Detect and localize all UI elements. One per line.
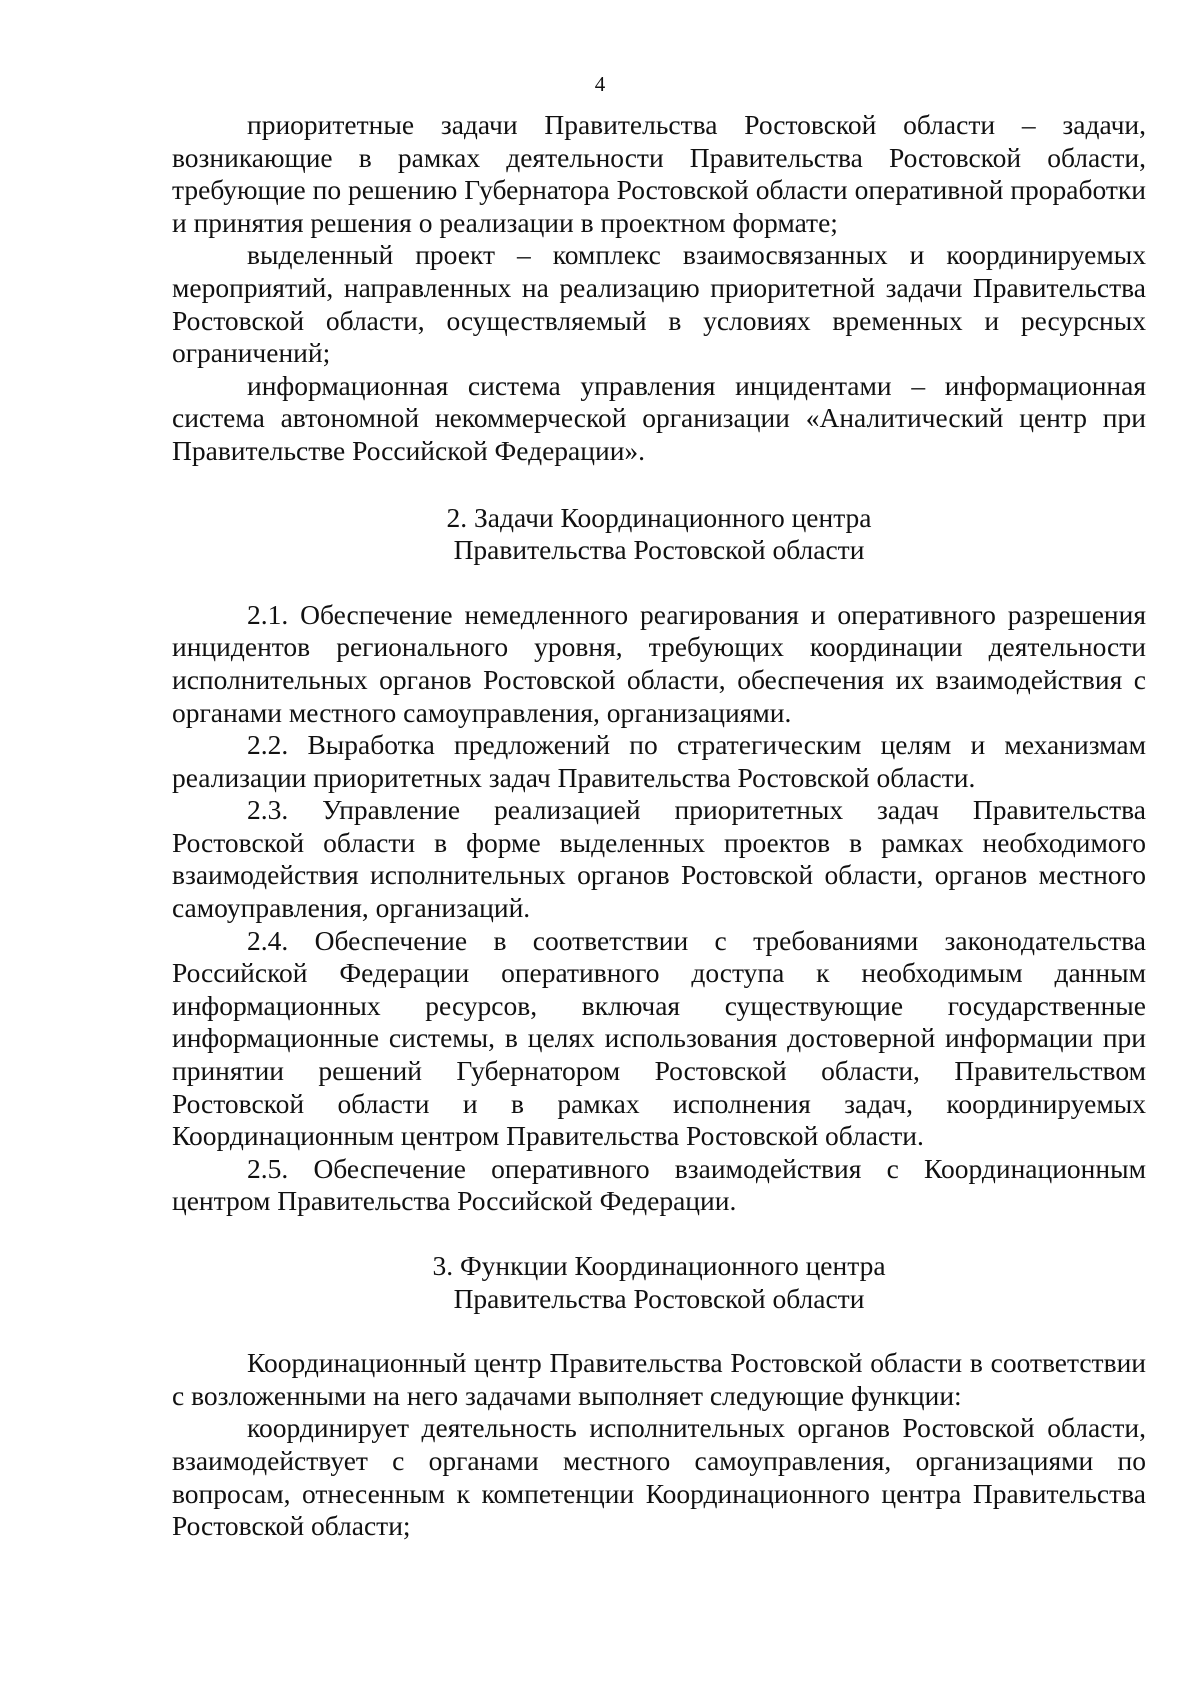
section-2-title-line-2: Правительства Ростовской области bbox=[453, 534, 865, 566]
definition-paragraph: приоритетные задачи Правительства Ростовской области – задачи, возникающие в рамках деятельности Правительства Ростовской области, требующие по решению Губернатора Ростовской области оперативной проработки и принятия решения о реализации в проектном формате; bbox=[172, 109, 1146, 238]
section-2-item: 2.5. Обеспечение оперативного взаимодействия с Координационным центром Правительства Российской Федерации. bbox=[172, 1152, 1146, 1217]
definition-paragraph: информационная система управления инцидентами – информационная система автономной некоммерческой организации «Аналитический центр при Правительстве Российской Федерации». bbox=[172, 369, 1146, 466]
section-2-item: 2.3. Управление реализацией приоритетных задач Правительства Ростовской области в форме выделенных проектов в рамках необходимого взаимодействия исполнительных органов Ростовской области, органов местного самоуправления, организаций. bbox=[172, 794, 1146, 924]
section-3-item: координирует деятельность исполнительных органов Ростовской области, взаимодействует с органами местного самоуправления, организациями по вопросам, отнесенным к компетенции Координационного центра Правительства Ростовской области; bbox=[172, 1412, 1146, 1542]
section-3-title-line-2: Правительства Ростовской области bbox=[453, 1282, 865, 1314]
section-2-heading bbox=[172, 502, 1146, 567]
document-body bbox=[172, 109, 1146, 1543]
section-2-item: 2.1. Обеспечение немедленного реагирования и оперативного разрешения инцидентов регионального уровня, требующих координации деятельности исполнительных органов Ростовской области, обеспечения их взаимодействия с органами местного самоуправления, организациями. bbox=[172, 598, 1146, 728]
section-3-title-line-1: 3. Функции Координационного центра bbox=[432, 1250, 886, 1281]
page-number: 4 bbox=[594, 72, 606, 96]
section-3-heading bbox=[172, 1250, 1146, 1315]
section-2-item: 2.4. Обеспечение в соответствии с требованиями законодательства Российской Федерации оперативного доступа к необходимым данным информационных ресурсов, включая существующие государственные информационные системы, в целях использования достоверной информации при принятии решений Губернатором Ростовской области, Правительством Ростовской области и в рамках исполнения задач, координируемых Координационным центром Правительства Ростовской области. bbox=[172, 924, 1146, 1152]
section-2-item: 2.2. Выработка предложений по стратегическим целям и механизмам реализации приоритетных задач Правительства Ростовской области. bbox=[172, 729, 1146, 793]
definition-paragraph: выделенный проект – комплекс взаимосвязанных и координируемых мероприятий, направленных на реализацию приоритетной задачи Правительства Ростовской области, осуществляемый в условиях временных и ресурсных ограничений; bbox=[172, 239, 1146, 369]
section-2-title-line-1: 2. Задачи Координационного центра bbox=[446, 501, 872, 533]
section-3-intro: Координационный центр Правительства Ростовской области в соответствии с возложенными на него задачами выполняет следующие функции: bbox=[172, 1347, 1146, 1411]
